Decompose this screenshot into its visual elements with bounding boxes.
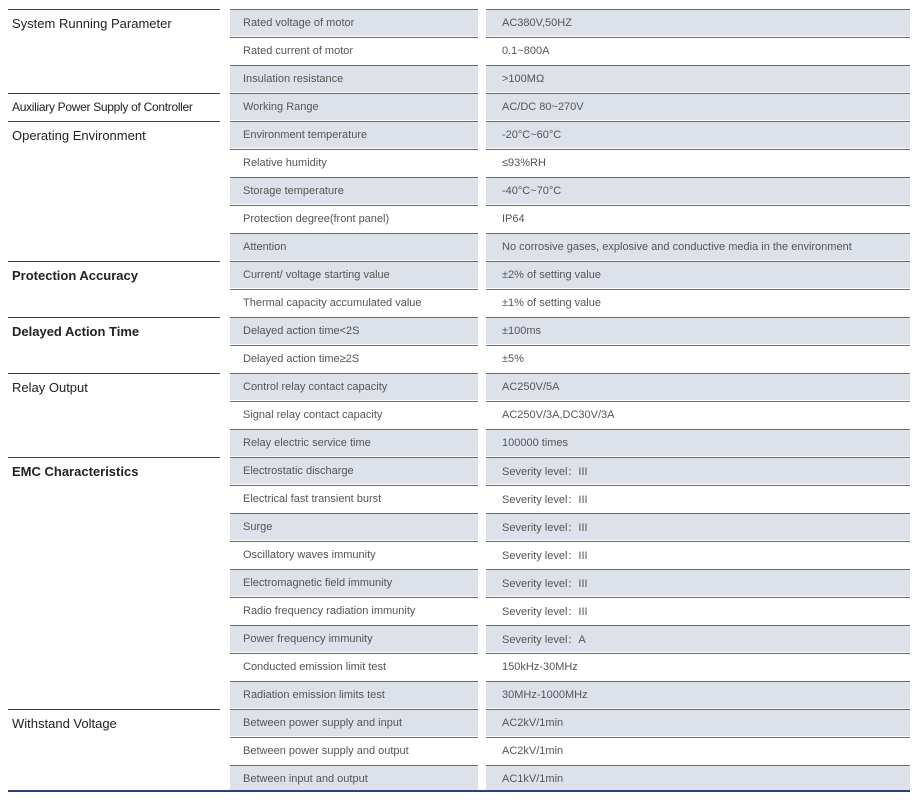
row-divider [486,653,910,654]
value-cell: Severity level：III [486,570,910,596]
row-divider [486,457,910,458]
row-divider [230,625,478,626]
row-divider [230,93,478,94]
row-divider [230,233,478,234]
row-divider [230,457,478,458]
spec-group [0,709,918,793]
row-divider [230,569,478,570]
parameter-cell: Control relay contact capacity [230,374,478,400]
value-cell: ≤93%RH [502,157,546,169]
row-divider [486,373,910,374]
row-divider [230,261,478,262]
spec-group [0,93,918,121]
row-divider [486,261,910,262]
value-cell: Severity level：III [486,458,910,484]
row-divider [230,513,478,514]
parameter-cell: Rated current of motor [243,45,354,57]
table-row [0,345,918,373]
row-divider [230,401,478,402]
row-divider [230,149,478,150]
table-row [0,541,918,569]
parameter-cell: Delayed action time≥2S [243,353,360,365]
value-cell: Severity level：III [486,514,910,540]
parameter-cell: Thermal capacity accumulated value [243,297,422,309]
table-row [0,765,918,793]
row-divider [486,429,910,430]
parameter-cell: Storage temperature [230,178,478,204]
table-row [0,513,918,541]
table-row [0,37,918,65]
parameter-cell: Current/ voltage starting value [230,262,478,288]
table-row [0,681,918,709]
value-cell: Severity level：III [502,606,588,618]
row-divider [230,541,478,542]
row-divider [230,597,478,598]
row-divider [486,93,910,94]
parameter-cell: Insulation resistance [230,66,478,92]
row-divider [486,121,910,122]
table-row [0,317,918,345]
row-divider [486,569,910,570]
parameter-cell: Relay electric service time [230,430,478,456]
row-divider [486,177,910,178]
spec-group [0,457,918,709]
row-divider [486,401,910,402]
parameter-cell: Surge [230,514,478,540]
table-row [0,737,918,765]
row-divider [486,317,910,318]
parameter-cell: Protection degree(front panel) [243,213,390,225]
row-divider [230,653,478,654]
table-row [0,429,918,457]
table-row [0,261,918,289]
parameter-cell: Between power supply and input [230,710,478,736]
row-divider [230,121,478,122]
parameter-cell: Working Range [230,94,478,120]
group-title: Auxiliary Power Supply of Controller [12,100,193,114]
row-divider [230,373,478,374]
group-title: Delayed Action Time [12,324,140,339]
spec-group [0,261,918,317]
value-cell: AC380V,50HZ [486,10,910,36]
row-divider [486,541,910,542]
row-divider [486,709,910,710]
value-cell: IP64 [502,213,525,225]
parameter-cell: Between input and output [230,766,478,792]
row-divider [486,765,910,766]
table-row [0,177,918,205]
row-divider [486,149,910,150]
group-title: Relay Output [12,380,88,395]
row-divider [230,345,478,346]
parameter-cell: Oscillatory waves immunity [243,549,376,561]
table-row [0,401,918,429]
row-divider [486,233,910,234]
row-divider [230,317,478,318]
table-row [0,373,918,401]
table-row [0,233,918,261]
row-divider [486,289,910,290]
row-divider [486,205,910,206]
value-cell: AC/DC 80~270V [486,94,910,120]
table-row [0,65,918,93]
row-divider [486,9,910,10]
table-row [0,709,918,737]
value-cell: 100000 times [486,430,910,456]
parameter-cell: Electromagnetic field immunity [230,570,478,596]
table-row [0,485,918,513]
value-cell: AC250V/5A [486,374,910,400]
parameter-cell: Conducted emission limit test [243,661,387,673]
value-cell: AC1kV/1min [486,766,910,792]
row-divider [230,37,478,38]
table-row [0,93,918,121]
row-divider [486,681,910,682]
value-cell: -20°C~60°C [486,122,910,148]
row-divider [486,597,910,598]
table-row [0,205,918,233]
spec-group [0,9,918,93]
row-divider [230,205,478,206]
value-cell: Severity level：III [502,494,588,506]
parameter-cell: Radiation emission limits test [230,682,478,708]
value-cell: >100MΩ [486,66,910,92]
row-divider [486,65,910,66]
row-divider [230,289,478,290]
table-row [0,121,918,149]
value-cell: AC2kV/1min [502,745,564,757]
table-row [0,569,918,597]
row-divider [230,737,478,738]
row-divider [230,681,478,682]
value-cell: 150kHz-30MHz [502,661,578,673]
value-cell: ±1% of setting value [502,297,601,309]
parameter-cell: Electrostatic discharge [230,458,478,484]
value-cell: ±100ms [486,318,910,344]
row-divider [230,65,478,66]
parameter-cell: Attention [230,234,478,260]
parameter-cell: Electrical fast transient burst [243,493,382,505]
parameter-cell: Environment temperature [230,122,478,148]
parameter-cell: Radio frequency radiation immunity [243,605,416,617]
spec-group [0,317,918,373]
value-cell: ±5% [502,353,524,365]
row-divider [486,513,910,514]
table-row [0,653,918,681]
group-title: EMC Characteristics [12,464,139,479]
parameter-cell: Between power supply and output [243,745,409,757]
value-cell: ±2% of setting value [486,262,910,288]
parameter-cell: Power frequency immunity [230,626,478,652]
value-cell: AC250V/3A,DC30V/3A [502,409,615,421]
group-title: Protection Accuracy [12,268,138,283]
value-cell: -40°C~70°C [486,178,910,204]
value-cell: 0.1~800A [502,45,550,57]
row-divider [486,345,910,346]
table-row [0,597,918,625]
value-cell: 30MHz-1000MHz [486,682,910,708]
parameter-cell: Delayed action time<2S [230,318,478,344]
row-divider [486,485,910,486]
value-cell: AC2kV/1min [486,710,910,736]
value-cell: No corrosive gases, explosive and conductive media in the environment [486,234,910,260]
row-divider [230,765,478,766]
value-cell: Severity level：III [502,550,588,562]
table-row [0,457,918,485]
table-bottom-rule [8,790,910,792]
row-divider [230,485,478,486]
value-cell: Severity level：A [486,626,910,652]
group-title: Withstand Voltage [12,716,117,731]
row-divider [230,9,478,10]
row-divider [486,737,910,738]
row-divider [230,177,478,178]
group-title: System Running Parameter [12,16,172,31]
table-row [0,625,918,653]
parameter-cell: Rated voltage of motor [230,10,478,36]
table-row [0,289,918,317]
spec-group [0,373,918,457]
table-row [0,149,918,177]
group-title: Operating Environment [12,128,146,143]
row-divider [230,429,478,430]
parameter-cell: Signal relay contact capacity [243,409,383,421]
row-divider [486,37,910,38]
parameter-cell: Relative humidity [243,157,327,169]
spec-group [0,121,918,261]
row-divider [230,709,478,710]
row-divider [486,625,910,626]
table-row [0,9,918,37]
